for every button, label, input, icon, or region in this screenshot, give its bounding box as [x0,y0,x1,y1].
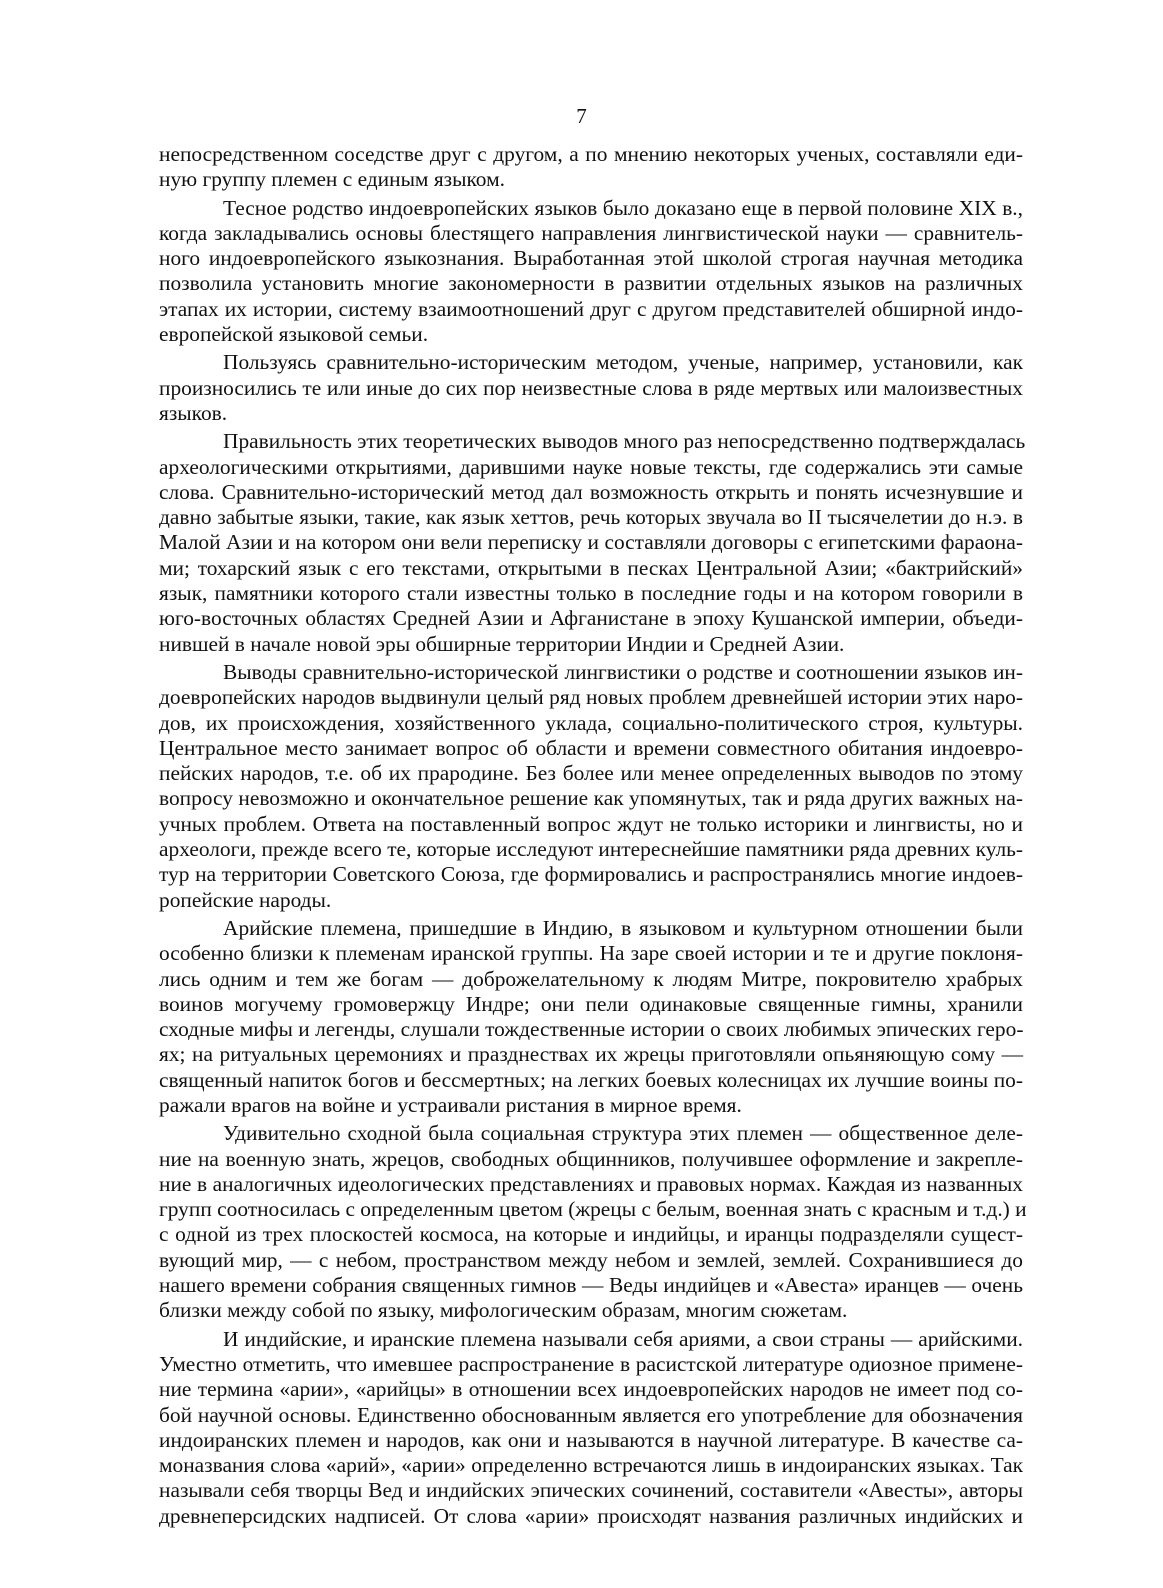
text-line: археологи, прежде всего те, которые исследуют интереснейшие памятники ряда древних куль- [159,837,1024,862]
text-line: сходные мифы и легенды, слушали тождественные истории о своих любимых эпических геро- [159,1017,1024,1042]
text-line: археологическими открытиями, дарившими науке новые тексты, где содержались эти самые [159,454,1023,479]
text-line: вующий мир, — с небом, пространством между небом и землей, землей. Сохранившиеся до [159,1247,1023,1272]
text-line: пейских народов, т.е. об их прародине. Без более или менее определенных выводов по этому [159,761,1023,786]
text-line: ях; на ритуальных церемониях и празднествах их жрецы приготовляли опьяняющую сому — [159,1042,1023,1067]
text-line: Пользуясь сравнительно-историческим методом, ученые, например, установили, как [223,350,1023,375]
text-line: близки между собой по языку, мифологическим образам, многим сюжетам. [159,1298,848,1323]
text-line: Арийские племена, пришедшие в Индию, в языковом и культурном отношении были [223,915,1023,940]
text-line: слова. Сравнительно-исторический метод дал возможность открыть и понять исчезнувшие и [159,479,1023,504]
text-line: нашего времени собрания священных гимнов — Веды индийцев и «Авеста» иранцев — очень [159,1273,1023,1298]
text-line: ние в аналогичных идеологических представлениях и правовых нормах. Каждая из названных [159,1171,1023,1196]
text-line: доевропейских народов выдвинули целый ряд новых проблем древнейшей истории этих наро- [159,685,1023,710]
text-line: европейской языковой семьи. [159,322,429,347]
text-line: Центральное место занимает вопрос об области и времени совместного обитания индоевро- [159,735,1023,760]
text-line: священный напиток богов и бессмертных; на легких боевых колесницах их лучшие воины по- [159,1067,1023,1092]
text-line: нившей в начале новой эры обширные территории Индии и Средней Азии. [159,631,845,656]
text-line: групп соотносилась с определенным цветом (жрецы с белым, военная знать с красным и т.д.) и [159,1197,1027,1222]
text-line: И индийские, и иранские племена называли себя ариями, а свои страны — арийскими. [223,1326,1023,1351]
text-line: язык, памятники которого стали известны только в последние годы и на котором говорили в [159,581,1023,606]
text-line: Удивительно сходной была социальная структура этих племен — общественное деле- [223,1121,1023,1146]
text-line: Выводы сравнительно-исторической лингвистики о родстве и соотношении языков ин- [223,659,1023,684]
text-line: ную группу племен с единым языком. [159,167,505,192]
text-line: ного индоевропейского языкознания. Выработанная этой школой строгая научная методика [159,246,1023,271]
text-line: лись одним и тем же богам — доброжелательному к людям Митре, покровителю храбрых [159,966,1023,991]
text-line: моназвания слова «арий», «арии» определенно встречаются лишь в индоиранских языках. Так [159,1453,1023,1478]
text-line: языков. [159,400,228,425]
text-line: ражали врагов на войне и устраивали ристания в мирное время. [159,1092,742,1117]
text-line: древнеперсидских надписей. От слова «арии» происходят названия различных индийских и [159,1503,1023,1528]
text-line: ние на военную знать, жрецов, свободных общинников, получившее оформление и закрепле- [159,1146,1023,1171]
text-line: называли себя творцы Вед и индийских эпических сочинений, составители «Авесты», авторы [159,1478,1023,1503]
text-line: с одной из трех плоскостей космоса, на которые и индийцы, и иранцы подразделяли сущест- [159,1222,1023,1247]
text-line: Уместно отметить, что имевшее распространение в расистской литературе одиозное примене- [159,1351,1023,1376]
text-line: особенно близки к племенам иранской группы. На заре своей истории и те и другие поклоня- [159,941,1023,966]
page-number: 7 [576,104,587,128]
text-line: бой научной основы. Единственно обоснованным является его употребление для обозначения [159,1402,1023,1427]
text-line: давно забытые языки, такие, как язык хеттов, речь которых звучала во II тысячелетии до н.э. в [159,505,1023,530]
text-line: Тесное родство индоевропейских языков было доказано еще в первой половине XIX в., [223,195,1023,220]
text-line: этапах их истории, систему взаимоотношений друг с другом представителей обширной индо- [159,296,1023,321]
text-line: индоиранских племен и народов, как они и называются в научной литературе. В качестве са- [159,1427,1023,1452]
text-line: ние термина «арии», «арийцы» в отношении всех индоевропейских народов не имеет под со- [159,1377,1023,1402]
text-line: юго-восточных областях Средней Азии и Афганистане в эпоху Кушанской империи, объеди- [159,606,1023,631]
text-line: учных проблем. Ответа на поставленный вопрос ждут не только историки и лингвисты, но и [159,811,1023,836]
text-line: Малой Азии и на котором они вели переписку и составляли договоры с египетскими фараона- [159,530,1023,555]
text-line: ми; тохарский язык с его текстами, открытыми в песках Центральной Азии; «бактрийский» [159,555,1023,580]
body-text [159,142,1027,1529]
text-line: произносились те или иные до сих пор неизвестные слова в ряде мертвых или малоизвестных [159,375,1023,400]
text-line: тур на территории Советского Союза, где формировались и распространялись многие индоев- [159,862,1023,887]
text-line: вопросу невозможно и окончательное решение как упомянутых, так и ряда других важных на- [159,786,1023,811]
text-line: воинов могучему громовержцу Индре; они пели одинаковые священные гимны, хранили [159,991,1023,1016]
text-line: когда закладывались основы блестящего направления лингвистической науки — сравнитель- [159,220,1023,245]
text-line: позволила установить многие закономерности в развитии отдельных языков на различных [159,271,1023,296]
text-line: дов, их происхождения, хозяйственного уклада, социально-политического строя, культуры. [159,710,1023,735]
text-line: непосредственном соседстве друг с другом, а по мнению некоторых ученых, составляли еди- [159,142,1023,166]
text-line: ропейские народы. [159,887,332,912]
text-line: Правильность этих теоретических выводов много раз непосредственно подтверждалась [223,429,1026,454]
